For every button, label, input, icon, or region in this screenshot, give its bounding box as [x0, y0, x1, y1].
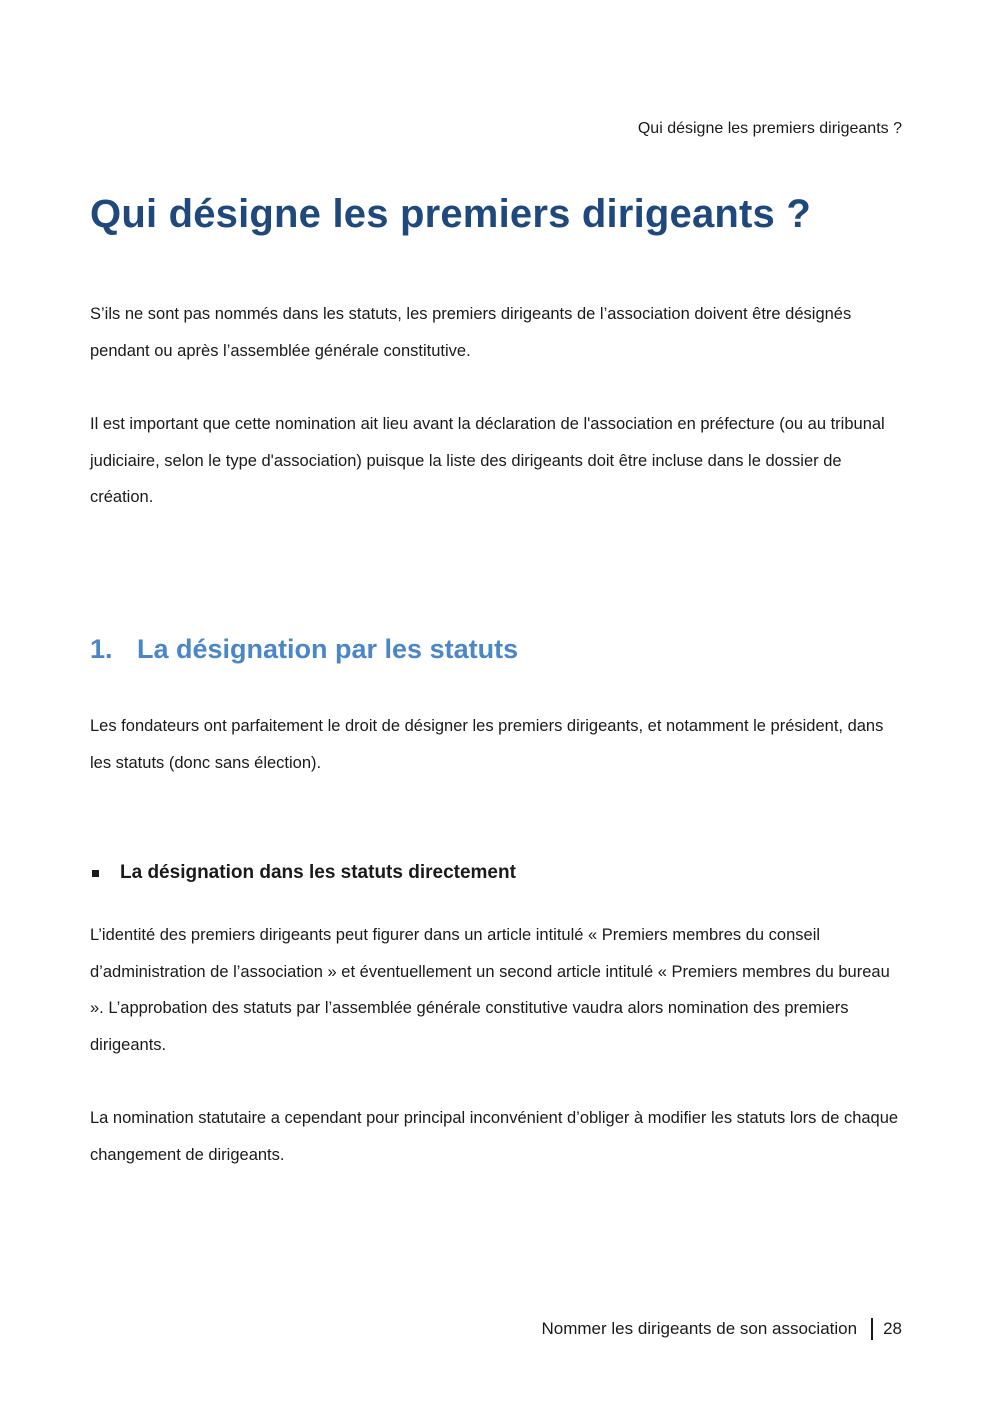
intro-paragraph-2: Il est important que cette nomination ait lieu avant la déclaration de l'association en préfecture (ou au tribunal judiciaire, selon le type d'association) puisque la liste des dirigeants doit être incluse dans le dossier de création. — [90, 415, 885, 506]
subsection-heading-text: La désignation dans les statuts directement — [120, 862, 516, 883]
section-number: 1. — [90, 634, 113, 664]
intro-paragraph-1: S’ils ne sont pas nommés dans les statuts, les premiers dirigeants de l’association doivent être désignés pendant ou après l’assemblée générale constitutive. — [90, 305, 852, 360]
section-paragraph: Les fondateurs ont parfaitement le droit de désigner les premiers dirigeants, et notamment le président, dans les statuts (donc sans élection). — [90, 717, 884, 772]
footer-document-title: Nommer les dirigeants de son association — [541, 1319, 858, 1338]
page-footer — [541, 1318, 902, 1340]
page-number: 28 — [883, 1319, 902, 1338]
subsection-paragraph-2: La nomination statutaire a cependant pour principal inconvénient d’obliger à modifier les statuts lors de chaque changement de dirigeants. — [90, 1109, 899, 1164]
section-heading — [90, 634, 518, 665]
square-bullet-icon — [92, 870, 99, 877]
running-header: Qui désigne les premiers dirigeants ? — [637, 120, 902, 137]
footer-separator — [871, 1318, 873, 1340]
subsection-heading — [90, 862, 516, 884]
section-heading-text: La désignation par les statuts — [137, 634, 519, 664]
page-title: Qui désigne les premiers dirigeants ? — [90, 192, 811, 236]
subsection-paragraph-1: L’identité des premiers dirigeants peut figurer dans un article intitulé « Premiers membres du conseil d’administration de l’association » et éventuellement un second article intitulé « Premiers membres du bureau ». L’approbation des statuts par l’assemblée générale constitutive vaudra alors nomination des premiers dirigeants. — [90, 926, 890, 1054]
